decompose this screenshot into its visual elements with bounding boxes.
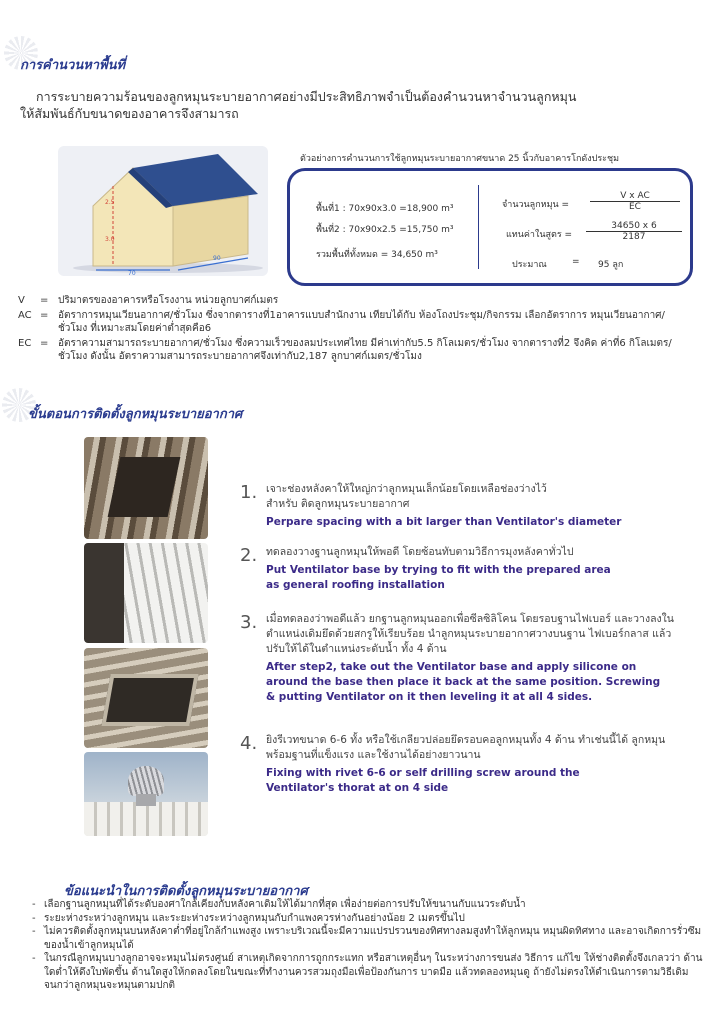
definition-key: EC xyxy=(18,338,32,349)
step-1 xyxy=(240,482,680,530)
step-number: 4. xyxy=(240,733,258,754)
building-diagram-panel xyxy=(58,146,268,276)
area-1: พื้นที่1 : 70x90x3.0 =18,900 m³ xyxy=(316,204,454,214)
step-english-text: After step2, take out the Ventilator base and apply silicone on around the base then place it back at the same position. Screwing & putting Ventilator on it then leveling it at all 4 sides. xyxy=(266,661,661,703)
approx-label: ประมาณ xyxy=(512,260,547,270)
definitions-list xyxy=(18,294,678,363)
total-area: รวมพื้นที่ทั้งหมด = 34,650 m³ xyxy=(316,250,438,260)
tip-item: - เลือกฐานลูกหมุนที่ได้ระดับองศาใกล้เคียงกับหลังคาเดิมให้ได้มากที่สุด เพื่อง่ายต่อการปรับให้ขนานกับแนวระดับน้ำ xyxy=(32,899,526,910)
intro-line-1: การระบายความร้อนของลูกหมุนระบายอากาศอย่างมีประสิทธิภาพจำเป็นต้องคำนวนหาจำนวนลูกหมุน xyxy=(36,89,577,104)
building-diagram xyxy=(58,146,268,276)
section-title-area: การคำนวนหาพื้นที่ xyxy=(20,58,126,73)
dim-length-label: 90 xyxy=(213,255,221,262)
divider-line xyxy=(478,185,479,269)
ventilator-icon xyxy=(128,766,164,796)
count-denominator: EC xyxy=(629,202,641,212)
tip-text: เลือกฐานลูกหมุนที่ได้ระดับองศาใกล้เคียงกับหลังคาเดิมให้ได้มากที่สุด เพื่อง่ายต่อการปรับให้ขนานกับแนวระดับน้ำ xyxy=(44,899,526,910)
substitution-numerator: 34650 x 6 xyxy=(586,221,682,232)
definition-sep: = xyxy=(40,310,49,321)
tip-text: ระยะห่างระหว่างลูกหมุน และระยะห่างระหว่างลูกหมุนกับกำแพงควรห่างกันอย่างน้อย 2 เมตรขึ้นไป xyxy=(44,912,465,924)
step-4-photo xyxy=(84,752,208,836)
definition-text: อัตราการหมุนเวียนอากาศ/ชั่วโมง ซึ่งจากตารางที่1อาคารแบบสำนักงาน เทียบได้กับ ห้องโถงประชุม/กิจกรรม เลือกอัตราการ หมุนเวียนอากาศ/ชั่วโมง ที่เหมาะสมโดยค่าต่ำสุดคือ6 xyxy=(58,310,665,334)
approx-value: 95 ลูก xyxy=(598,260,624,270)
substitution-fraction xyxy=(586,221,682,242)
definition-key: V xyxy=(18,295,25,306)
intro-text xyxy=(20,88,710,122)
step-4 xyxy=(240,733,680,796)
step-2-photo xyxy=(84,543,208,643)
area-2: พื้นที่2 : 70x90x2.5 =15,750 m³ xyxy=(316,225,454,235)
step-number: 1. xyxy=(240,482,258,503)
definition-ac xyxy=(18,309,678,335)
section-title-tips: ข้อแนะนำในการติดตั้งลูกหมุนระบายอากาศ xyxy=(64,884,308,899)
step-thai-text: ยิงรีเวทขนาด 6-6 ทั้ง หรือใช้เกลียวปล่อยยึดรอบคอลูกหมุนทั้ง 4 ด้าน ทำเช่นนี้ได้ ลูกหมุนพร้อมฐานที่แข็งแรง และใช้งานได้อย่างยาวนาน xyxy=(266,734,666,761)
count-numerator: V x AC xyxy=(590,191,680,202)
tip-item: - ระยะห่างระหว่างลูกหมุน และระยะห่างระหว่างลูกหมุนกับกำแพงควรห่างกันอย่างน้อย 2 เมตรขึ้นไป xyxy=(32,912,465,924)
step-english-text: Fixing with rivet 6-6 or self drilling screw around the Ventilator's thorat at on 4 side xyxy=(266,767,580,794)
step-thai-text: เมื่อทดลองว่าพอดีแล้ว ยกฐานลูกหมุนออกเพื่อซีลซิลิโคน โดยรอบฐานไฟเบอร์ และวางลงในตำแหน่งเดิมยึดด้วยสกรูให้เรียบร้อย นำลูกหมุนระบายอากาศวางบนฐาน ไฟเบอร์กลาส แล้วปรับให้ได้ในตำแหน่งระดับน้ำ ทั้ง 4 ด้าน xyxy=(266,613,674,655)
definition-ec xyxy=(18,337,678,363)
tip-item: - ไม่ควรติดตั้งลูกหมุนบนหลังคาต่ำที่อยู่ใกล้กำแพงสูง เพราะบริเวณนี้จะมีความแปรปรวนของทิศทางลมสูงทำให้ลูกหมุน หมุนผิดทิศทาง และอาจเกิดการรั่วซึมของน้ำเข้าลูกหมุนได้ xyxy=(32,926,702,951)
approx-equals: = xyxy=(572,257,580,267)
definition-sep: = xyxy=(40,338,49,349)
section-title-installation: ขั้นตอนการติดตั้งลูกหมุนระบายอากาศ xyxy=(28,407,243,422)
intro-line-2: ให้สัมพันธ์กับขนาดของอาคารจึงสามารถ xyxy=(20,106,239,121)
count-formula-fraction xyxy=(590,191,680,212)
tip-text: ในกรณีลูกหมุนบางลูกอาจจะหมุนไม่ตรงศูนย์ สาเหตุเกิดจากการถูกกระแทก หรือสาเหตุอื่นๆ ในระหว่างการขนส่ง วิธีการ แก้ไข ให้ช่างติดตั้งจึงเกลวว่า ด้านใดต่ำให้ดึงใบพัดขึ้น ด้านใดสูงให้กดลงโดยในขณะที่ทำงานควรสวมถุงมือเพื่อป้องกันการ บาดมือ แล้วทดลองหมุนดู ถ้ายังไม่ตรงให้ดำเนินการตามวิธีเดิม จนกว่าลูกหมุนจะหมุนตามปกติ xyxy=(44,953,703,991)
step-english-text: Put Ventilator base by trying to fit with the prepared area as general roofing installation xyxy=(266,564,611,591)
dim-height-lower-label: 3.0 xyxy=(105,236,115,243)
step-number: 3. xyxy=(240,612,258,633)
dim-height-upper-label: 2.5 xyxy=(105,199,115,206)
definition-v xyxy=(18,294,678,307)
definition-text: ปริมาตรของอาคารหรือโรงงาน หน่วยลูกบาศก์เมตร xyxy=(58,295,279,306)
tip-item: - ในกรณีลูกหมุนบางลูกอาจจะหมุนไม่ตรงศูนย์ สาเหตุเกิดจากการถูกกระแทก หรือสาเหตุอื่นๆ ในระหว่างการขนส่ง วิธีการ แก้ไข ให้ช่างติดตั้งจึงเกลวว่า ด้านใดต่ำให้ดึงใบพัดขึ้น ด้านใดสูงให้กดลงโดยในขณะที่ทำงานควรสวมถุงมือเพื่อป้องกันการ บาดมือ แล้วทดลองหมุนดู ถ้ายังไม่ตรงให้ดำเนินการตามวิธีเดิม จนกว่าลูกหมุนจะหมุนตามปกติ xyxy=(32,953,703,991)
dim-width-label: 70 xyxy=(128,270,136,276)
definition-key: AC xyxy=(18,310,32,321)
step-1-photo xyxy=(84,437,208,539)
substitution-denominator: 2187 xyxy=(622,232,646,242)
definition-sep: = xyxy=(40,295,49,306)
tip-text: ไม่ควรติดตั้งลูกหมุนบนหลังคาต่ำที่อยู่ใกล้กำแพงสูง เพราะบริเวณนี้จะมีความแปรปรวนของทิศทางลมสูงทำให้ลูกหมุน หมุนผิดทิศทาง และอาจเกิดการรั่วซึมของน้ำเข้าลูกหมุนได้ xyxy=(44,926,702,951)
step-2 xyxy=(240,545,680,593)
step-thai-text: เจาะช่องหลังคาให้ใหญ่กว่าลูกหมุนเล็กน้อยโดยเหลือช่องว่างไว้สำหรับ ติดลูกหมุนระบายอากาศ xyxy=(266,483,547,510)
tips-list xyxy=(30,898,704,993)
step-3 xyxy=(240,612,680,705)
substitution-label: แทนค่าในสูตร = xyxy=(506,230,573,240)
example-caption: ตัวอย่างการคำนวนการใช้ลูกหมุนระบายอากาศขนาด 25 นิ้วกับอาคารโกดังประชุม xyxy=(300,154,620,164)
step-thai-text: ทดลองวางฐานลูกหมุนให้พอดี โดยซ้อนทับตามวิธีการมุงหลังคาทั่วไป xyxy=(266,546,574,558)
count-formula-label: จำนวนลูกหมุน = xyxy=(502,200,570,210)
calculation-box xyxy=(287,168,693,286)
step-3-photo xyxy=(84,648,208,748)
step-number: 2. xyxy=(240,545,258,566)
step-english-text: Perpare spacing with a bit larger than Ventilator's diameter xyxy=(266,516,622,528)
definition-text: อัตราความสามารถระบายอากาศ/ชั่วโมง ซึ่งความเร็วของลมประเทศไทย มีค่าเท่ากับ5.5 กิโลเมตร/ชั่วโมง จากตารางที่2 จึงคิด ค่าที่6 กิโลเมตร/ชั่วโมง ดังนั้น อัตราความสามารถระบายอากาศจึงเท่ากับ2,187 ลูกบาศก์เมตร/ชั่วโมง xyxy=(58,338,672,362)
